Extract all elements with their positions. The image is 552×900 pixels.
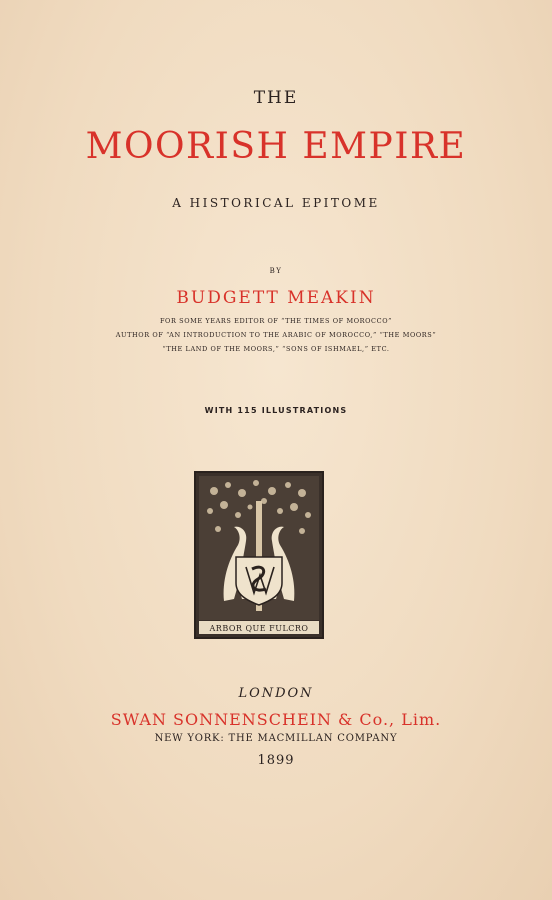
illustrations-note: WITH 115 ILLUSTRATIONS	[204, 406, 348, 415]
publisher-ny: NEW YORK: THE MACMILLAN COMPANY	[154, 733, 398, 744]
author-name: BUDGETT MEAKIN	[176, 288, 376, 308]
author-credential: AUTHOR OF “AN INTRODUCTION TO THE ARABIC OF MOROCCO,” “THE MOORS”	[115, 331, 437, 339]
title-article: THE	[253, 88, 299, 108]
author-credential: “THE LAND OF THE MOORS,” “SONS OF ISHMAEL,” ETC.	[162, 345, 390, 353]
by-line: BY	[269, 267, 283, 275]
publisher-device-emblem	[194, 471, 324, 639]
publication-year: 1899	[257, 753, 295, 768]
device-motto: ARBOR QUE FULCRO	[209, 624, 309, 633]
book-title: MOORISH EMPIRE	[85, 126, 467, 167]
author-credential: FOR SOME YEARS EDITOR OF “THE TIMES OF MOROCCO”	[159, 317, 393, 325]
publication-place: LONDON	[238, 686, 314, 701]
book-subtitle: A HISTORICAL EPITOME	[172, 196, 380, 210]
publisher-name: SWAN SONNENSCHEIN & Co., Lim.	[110, 710, 442, 729]
